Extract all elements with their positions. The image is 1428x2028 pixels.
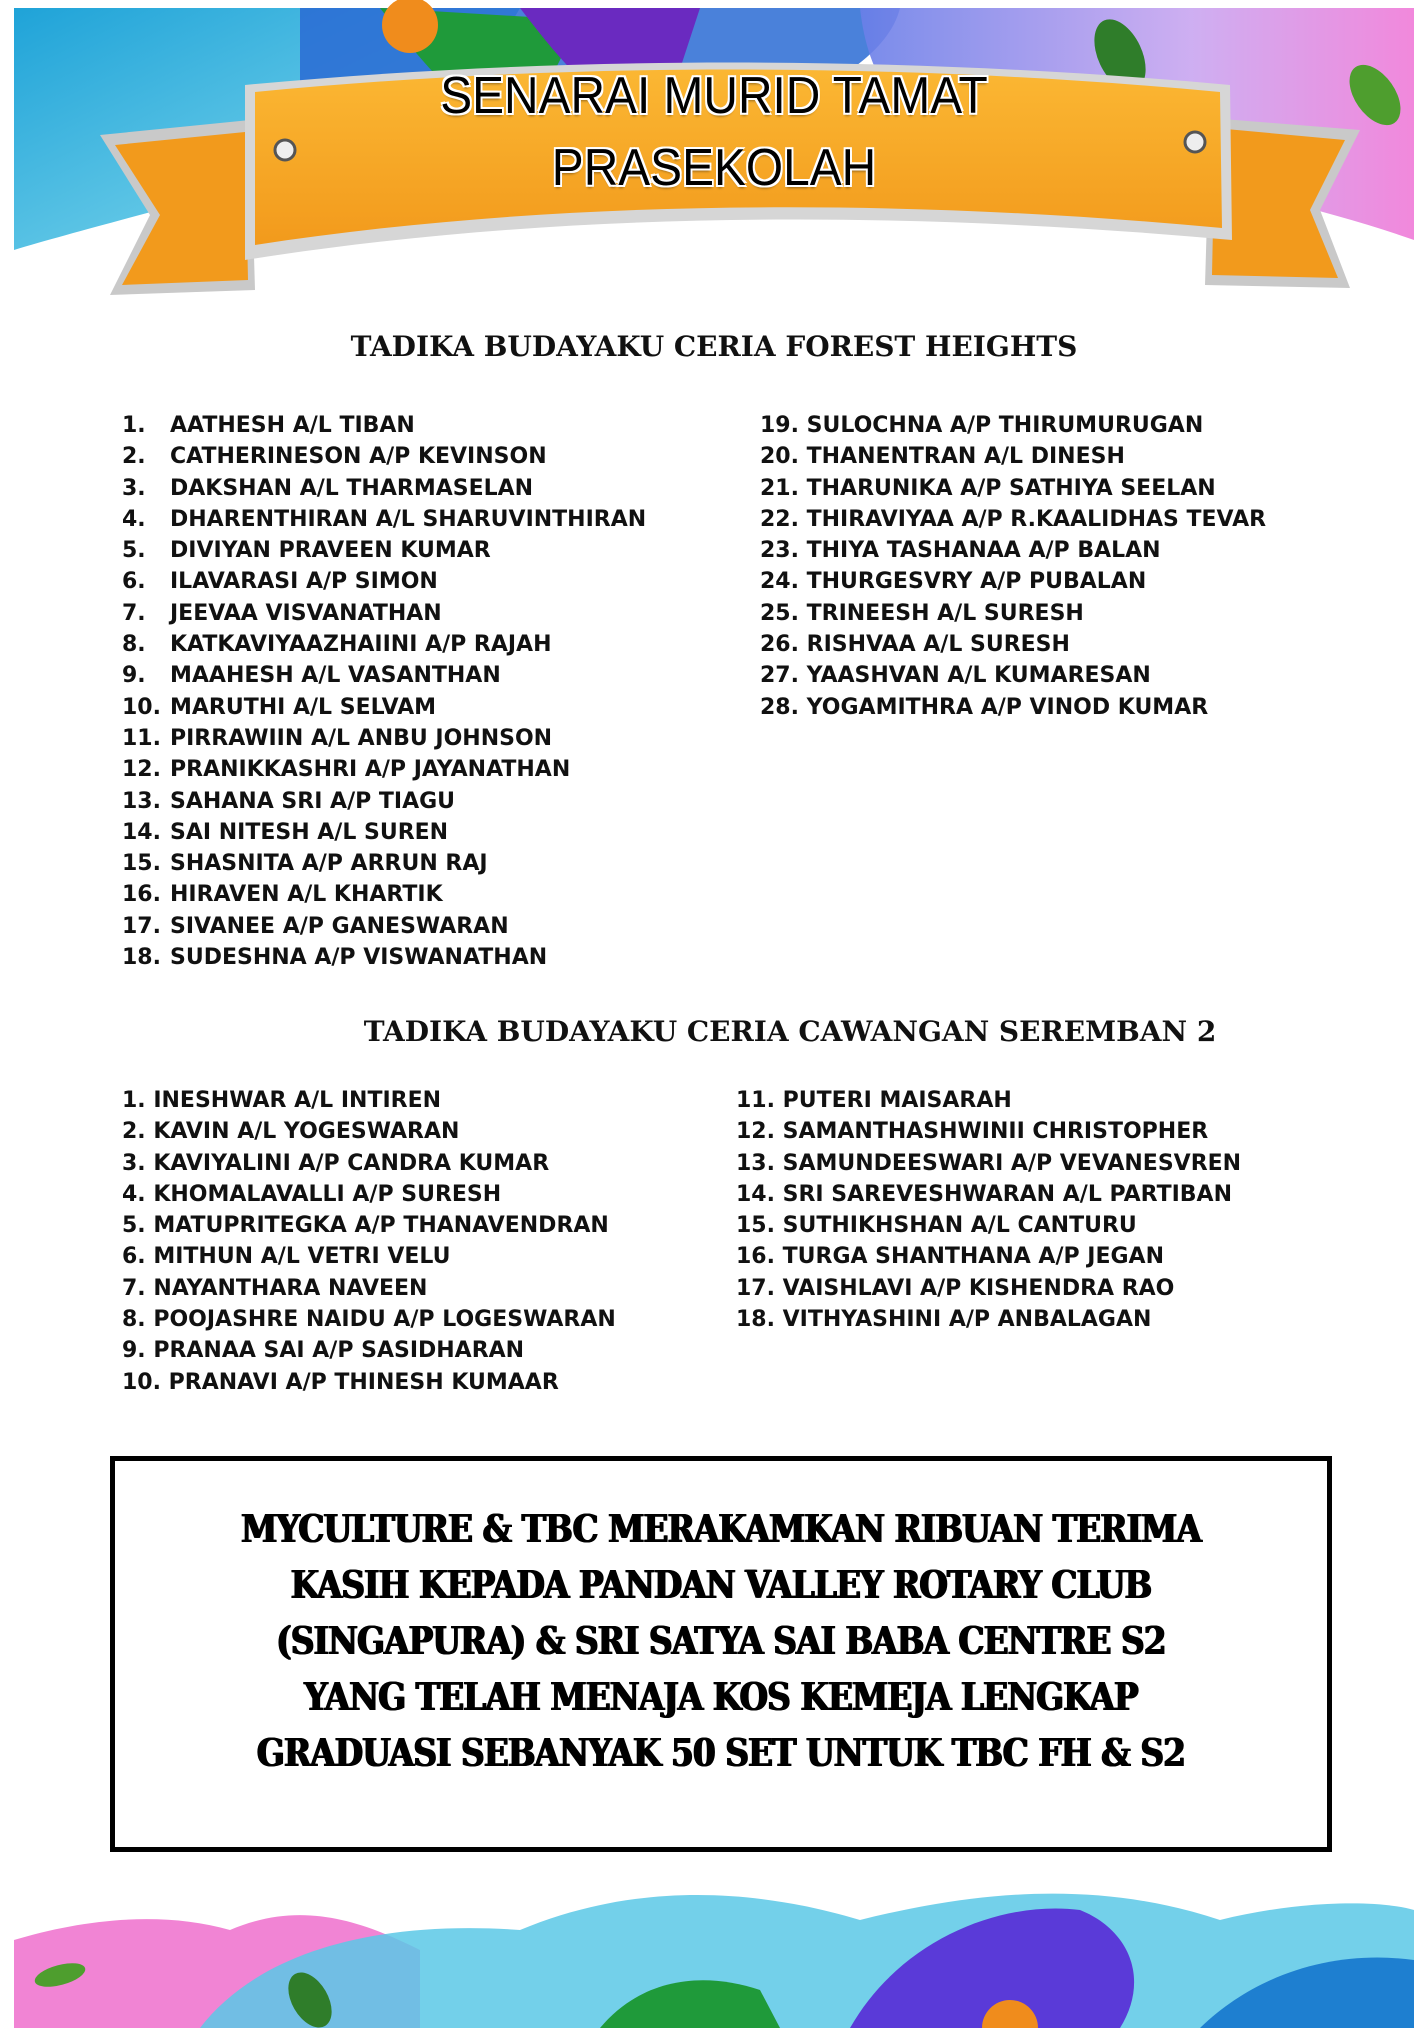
student-number: 7. [122, 600, 146, 626]
student-item [122, 879, 646, 910]
acknowledgement-box [110, 1456, 1332, 1852]
section1-right-list [760, 410, 1266, 723]
page-title-line2: PRASEKOLAH [551, 139, 877, 197]
student-name: CATHERINESON A/P KEVINSON [170, 444, 547, 470]
student-number: 10. [122, 694, 161, 720]
student-number: 13. [122, 788, 161, 814]
student-item [122, 786, 646, 817]
student-item [122, 504, 646, 535]
student-item: 7. NAYANTHARA NAVEEN [122, 1275, 428, 1301]
student-name: MAAHESH A/L VASANTHAN [170, 663, 501, 689]
student-item: 24. THURGESVRY A/P PUBALAN [760, 569, 1147, 595]
student-name: SIVANEE A/P GANESWARAN [170, 913, 509, 939]
student-item: 4. KHOMALAVALLI A/P SURESH [122, 1181, 502, 1207]
student-item: 21. THARUNIKA A/P SATHIYA SEELAN [760, 475, 1216, 501]
student-item: 22. THIRAVIYAA A/P R.KAALIDHAS TEVAR [760, 506, 1267, 532]
student-item: 5. MATUPRITEGKA A/P THANAVENDRAN [122, 1213, 609, 1239]
student-number: 6. [122, 569, 146, 595]
student-name: SAI NITESH A/L SUREN [170, 819, 449, 845]
student-item: 2. KAVIN A/L YOGESWARAN [122, 1119, 460, 1145]
student-number: 17. [122, 913, 161, 939]
student-name: KATKAVIYAAZHAIINI A/P RAJAH [170, 632, 552, 658]
section2-left-list [122, 1085, 616, 1398]
student-name: SUDESHNA A/P VISWANATHAN [170, 945, 548, 971]
section1-heading: TADIKA BUDAYAKU CERIA FOREST HEIGHTS [350, 330, 1078, 363]
student-item: 19. SULOCHNA A/P THIRUMURUGAN [760, 413, 1204, 438]
student-number: 5. [122, 538, 146, 564]
student-item: 16. TURGA SHANTHANA A/P JEGAN [736, 1244, 1164, 1270]
student-number: 11. [122, 725, 161, 751]
student-name: ILAVARASI A/P SIMON [170, 569, 438, 595]
student-name: PIRRAWIIN A/L ANBU JOHNSON [170, 725, 553, 751]
student-item: 25. TRINEESH A/L SURESH [760, 600, 1084, 626]
student-item [122, 723, 646, 754]
student-item [122, 660, 646, 691]
student-number: 8. [122, 632, 146, 658]
student-name: DHARENTHIRAN A/L SHARUVINTHIRAN [170, 506, 647, 532]
student-item: 1. INESHWAR A/L INTIREN [122, 1088, 442, 1113]
student-name: SAHANA SRI A/P TIAGU [170, 788, 456, 814]
student-item [122, 598, 646, 629]
student-item: 23. THIYA TASHANAA A/P BALAN [760, 538, 1161, 564]
student-name: AATHESH A/L TIBAN [170, 413, 415, 438]
student-item [122, 754, 646, 785]
student-item: 18. VITHYASHINI A/P ANBALAGAN [736, 1307, 1152, 1333]
student-item [122, 535, 646, 566]
acknowledgement-line: GRADUASI SEBANYAK 50 SET UNTUK TBC FH & S2 [256, 1730, 1186, 1775]
student-item [122, 410, 646, 441]
student-item [122, 942, 646, 973]
student-number: 16. [122, 882, 161, 908]
student-item: 9. PRANAA SAI A/P SASIDHARAN [122, 1338, 525, 1364]
student-name: DAKSHAN A/L THARMASELAN [170, 475, 534, 501]
student-item: 26. RISHVAA A/L SURESH [760, 632, 1070, 658]
student-item [122, 848, 646, 879]
student-item: 3. KAVIYALINI A/P CANDRA KUMAR [122, 1150, 550, 1176]
student-item: 28. YOGAMITHRA A/P VINOD KUMAR [760, 694, 1209, 720]
student-name: MARUTHI A/L SELVAM [170, 694, 437, 720]
student-name: PRANIKKASHRI A/P JAYANATHAN [170, 757, 571, 783]
student-item: 27. YAASHVAN A/L KUMARESAN [760, 663, 1151, 689]
student-name: HIRAVEN A/L KHARTIK [170, 882, 443, 908]
student-number: 18. [122, 945, 161, 971]
student-item [122, 692, 646, 723]
student-number: 4. [122, 506, 146, 532]
acknowledgement-line: (SINGAPURA) & SRI SATYA SAI BABA CENTRE S2 [276, 1618, 1166, 1663]
student-number: 12. [122, 757, 161, 783]
student-number: 14. [122, 819, 161, 845]
student-item: 20. THANENTRAN A/L DINESH [760, 444, 1125, 470]
student-item: 10. PRANAVI A/P THINESH KUMAAR [122, 1369, 559, 1395]
student-item: 11. PUTERI MAISARAH [736, 1088, 1012, 1113]
student-name: DIVIYAN PRAVEEN KUMAR [170, 538, 491, 564]
student-item [122, 817, 646, 848]
student-item: 6. MITHUN A/L VETRI VELU [122, 1244, 451, 1270]
student-number: 3. [122, 475, 146, 501]
student-item [122, 566, 646, 597]
section2-right-list [736, 1085, 1241, 1335]
student-name: SHASNITA A/P ARRUN RAJ [170, 851, 488, 877]
student-name: JEEVAA VISVANATHAN [170, 600, 442, 626]
student-number: 2. [122, 444, 146, 470]
acknowledgement-line: KASIH KEPADA PANDAN VALLEY ROTARY CLUB [290, 1562, 1152, 1607]
student-item: 15. SUTHIKHSHAN A/L CANTURU [736, 1213, 1137, 1239]
student-item: 13. SAMUNDEESWARI A/P VEVANESVREN [736, 1150, 1242, 1176]
student-item: 8. POOJASHRE NAIDU A/P LOGESWARAN [122, 1307, 616, 1333]
acknowledgement-text [115, 1501, 1327, 1781]
student-number: 1. [122, 413, 146, 438]
section2-heading: TADIKA BUDAYAKU CERIA CAWANGAN SEREMBAN 2 [363, 1015, 1217, 1048]
student-item: 14. SRI SAREVESHWARAN A/L PARTIBAN [736, 1181, 1232, 1207]
student-number: 9. [122, 663, 146, 689]
student-item [122, 441, 646, 472]
acknowledgement-line: YANG TELAH MENAJA KOS KEMEJA LENGKAP [304, 1674, 1138, 1719]
acknowledgement-line: MYCULTURE & TBC MERAKAMKAN RIBUAN TERIMA [241, 1506, 1201, 1551]
student-item: 17. VAISHLAVI A/P KISHENDRA RAO [736, 1275, 1175, 1301]
student-number: 15. [122, 851, 161, 877]
bottom-artwork [0, 1860, 1428, 2028]
student-item [122, 911, 646, 942]
page-title-line1: SENARAI MURID TAMAT [440, 67, 988, 125]
student-item [122, 629, 646, 660]
student-item: 12. SAMANTHASHWINII CHRISTOPHER [736, 1119, 1209, 1145]
section1-left-list [122, 410, 646, 973]
student-item [122, 473, 646, 504]
